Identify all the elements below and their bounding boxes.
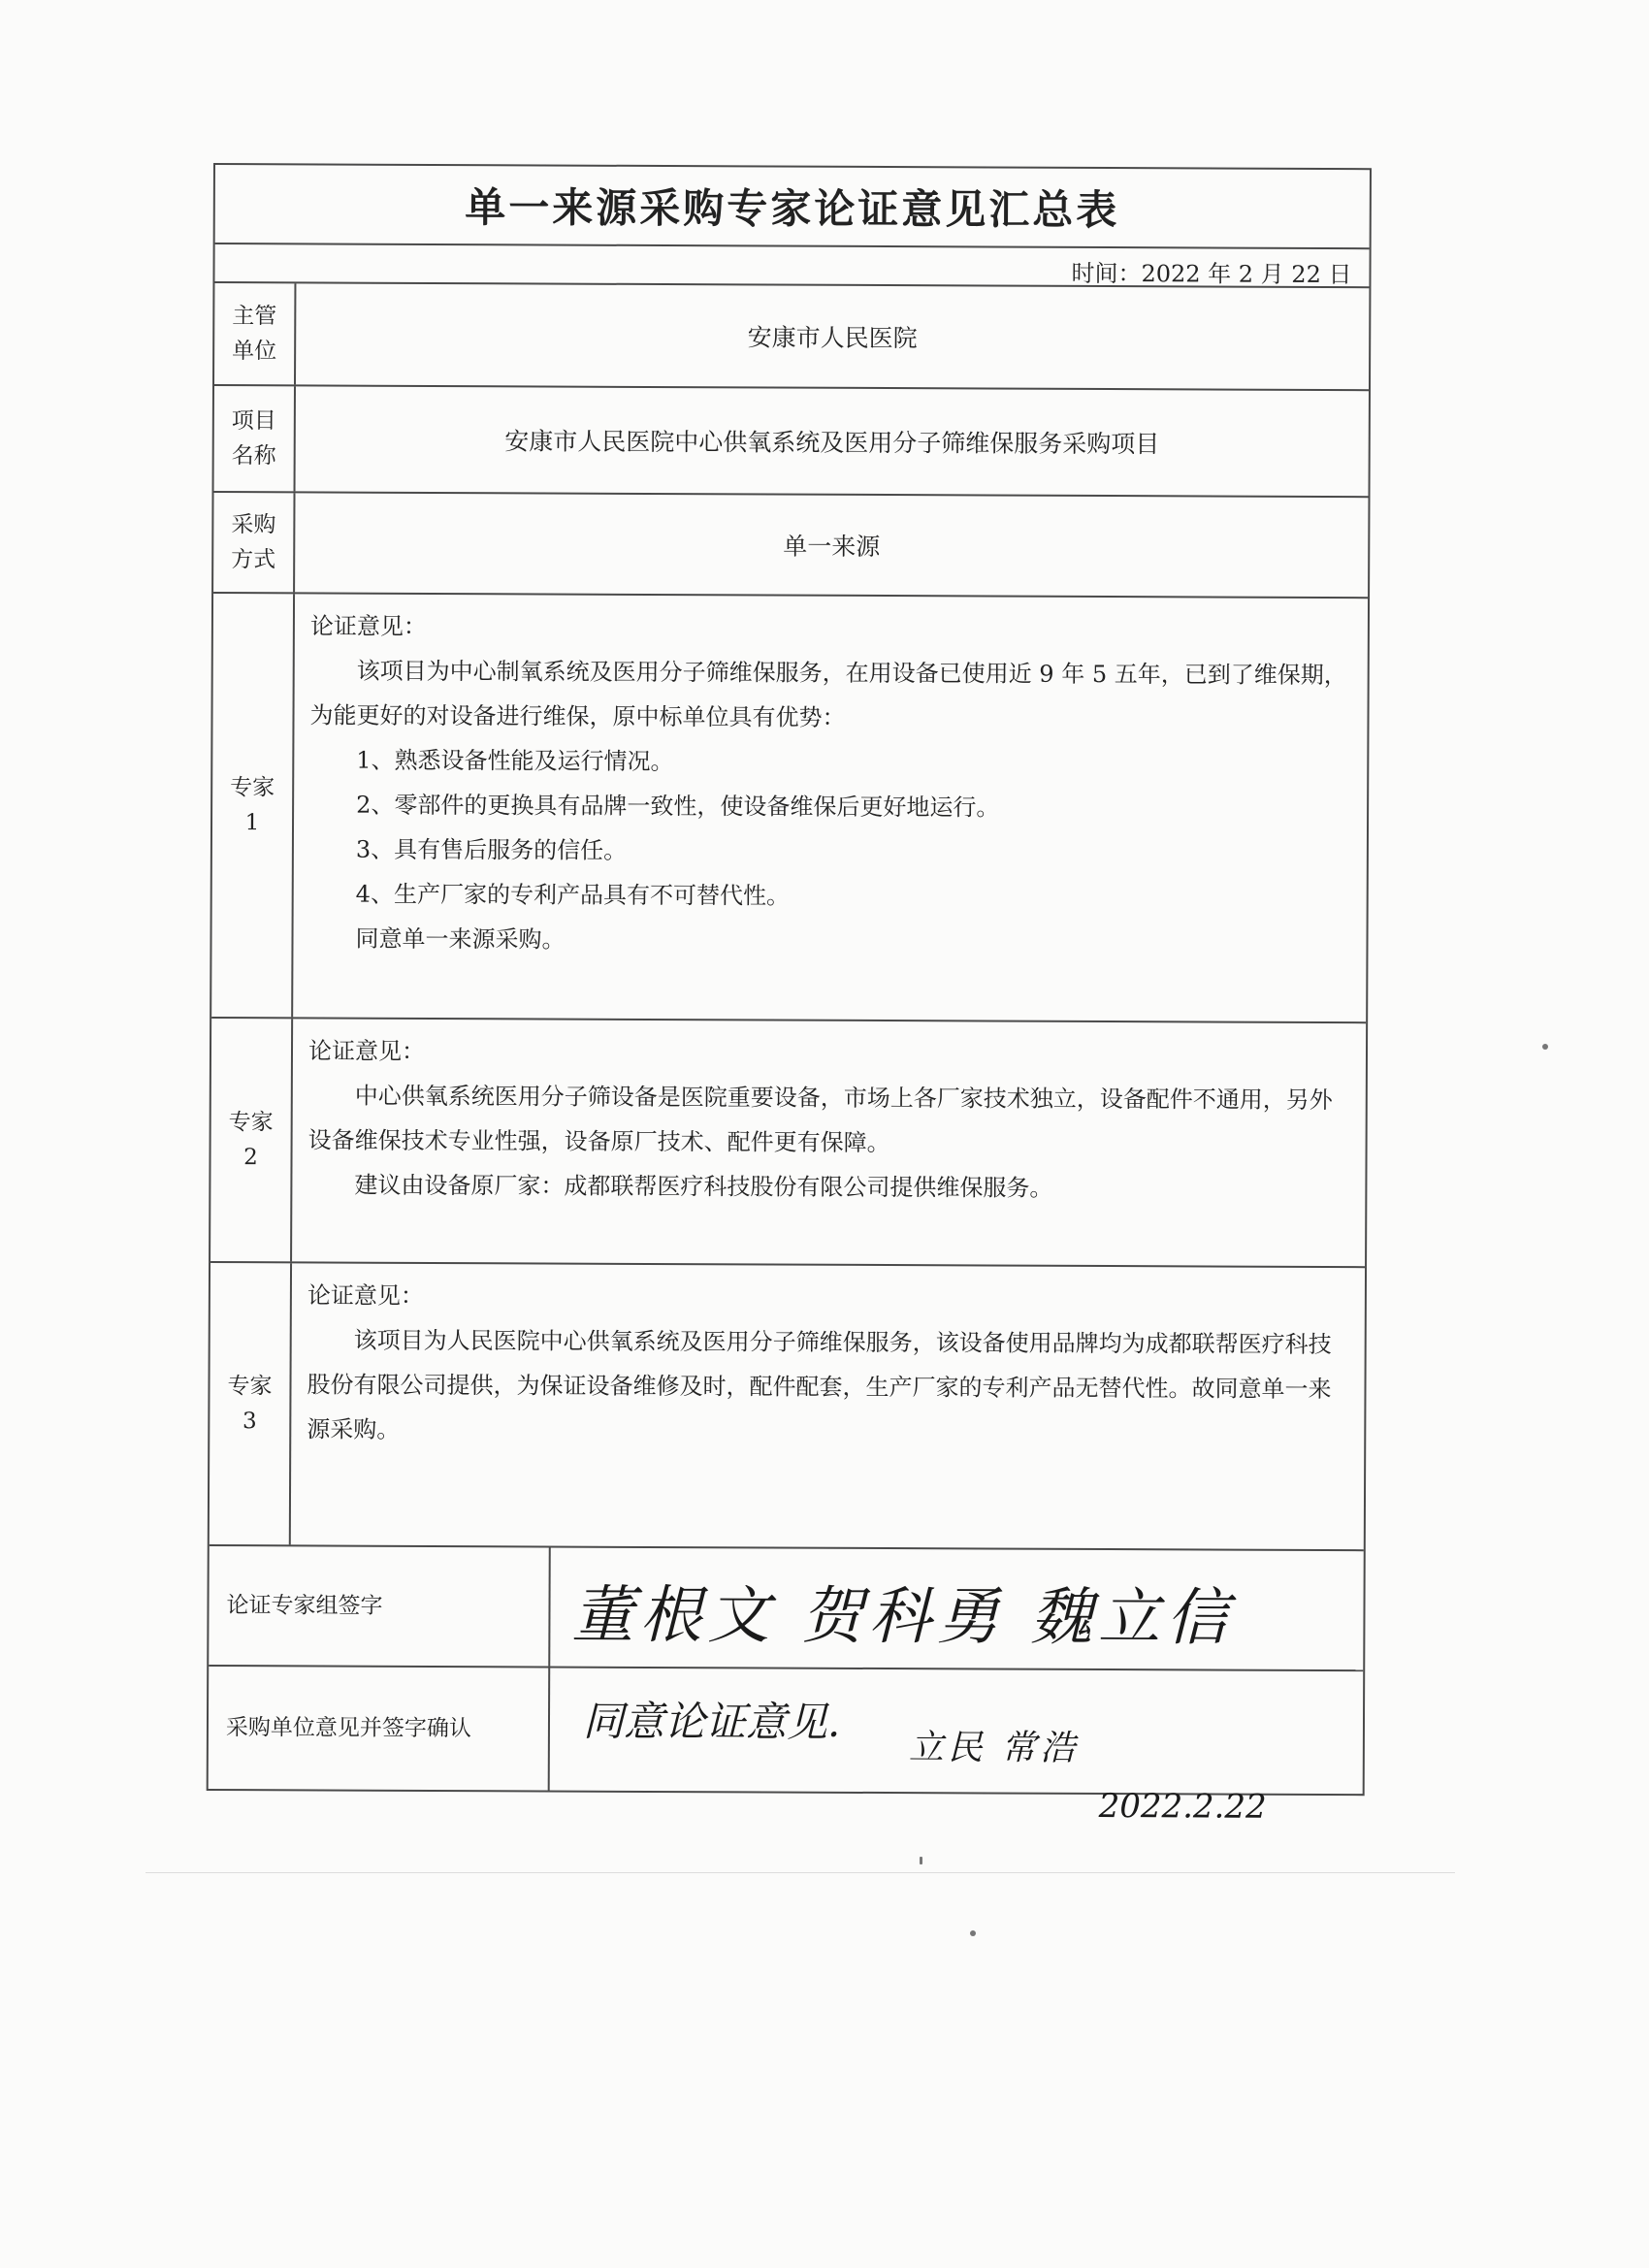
unit-label-line1: 主管 <box>232 304 277 330</box>
purchaser-label: 采购单位意见并签字确认 <box>225 1715 472 1742</box>
expert-1-item: 3、具有售后服务的信任。 <box>355 835 628 864</box>
purchaser-signatures: 立民 常浩 <box>908 1728 1080 1768</box>
expert-1-heading: 论证意见： <box>309 612 427 640</box>
date-row <box>214 244 1369 288</box>
method-label-line1: 采购 <box>231 512 276 538</box>
expert-1-item: 4、生产厂家的专利产品具有不可替代性。 <box>355 880 791 910</box>
scan-line <box>146 1872 1455 1873</box>
title-row <box>215 165 1370 249</box>
expert-signature-label: 论证专家组签字 <box>226 1593 383 1619</box>
expert-2-row <box>210 1019 1366 1268</box>
expert-1-label <box>211 594 295 1017</box>
method-value: 单一来源 <box>783 532 881 562</box>
purchaser-label-cell <box>209 1667 551 1791</box>
expert-3-heading: 论证意见： <box>307 1281 424 1310</box>
expert-1-opinion <box>293 594 1368 1021</box>
expert-1-item: 1、熟悉设备性能及运行情况。 <box>356 746 674 776</box>
expert-signature-area <box>550 1548 1364 1670</box>
expert-signatures: 董根文 贺科勇 魏立信 <box>571 1579 1235 1655</box>
purchaser-date: 2022.2.22 <box>1098 1786 1267 1827</box>
scan-speck <box>970 1930 976 1936</box>
expert-2-closing: 建议由设备原厂家：成都联帮医疗科技股份有限公司提供维保服务。 <box>354 1171 1053 1202</box>
expert-2-label-line1: 专家 <box>228 1110 274 1136</box>
project-label-line1: 项目 <box>231 408 276 435</box>
expert-signature-label-cell <box>209 1546 551 1667</box>
expert-1-paragraph: 该项目为中心制氧系统及医用分子筛维保服务，在用设备已使用近 9 年 5 五年，已到了维保期，为能更好的对设备进行维保，原中标单位具有优势： <box>309 657 1347 731</box>
expert-1-row <box>211 594 1368 1023</box>
project-label-line2: 名称 <box>231 443 276 470</box>
unit-row <box>214 283 1369 391</box>
expert-2-opinion <box>292 1019 1366 1266</box>
expert-3-label <box>210 1263 292 1544</box>
expert-2-paragraph: 中心供氧系统医用分子筛设备是医院重要设备，市场上各厂家技术独立，设备配件不通用，另外设备维保技术专业性强，设备原厂技术、配件更有保障。 <box>307 1082 1333 1157</box>
date-text: 时间：2022 年 2 月 22 日 <box>1071 259 1352 289</box>
unit-label <box>214 283 296 384</box>
method-label <box>213 493 295 592</box>
purchaser-opinion: 同意论证意见. <box>582 1697 841 1746</box>
method-row <box>213 493 1368 599</box>
project-row <box>214 386 1369 498</box>
expert-1-item: 2、零部件的更换具有品牌一致性，使设备维保后更好地运行。 <box>356 791 1000 822</box>
expert-3-paragraph: 该项目为人民医院中心供氧系统及医用分子筛维保服务，该设备使用品牌均为成都联帮医疗科技股份有限公司提供，为保证设备维修及时，配件配套，生产厂家的专利产品无替代性。故同意单一来源采购。 <box>307 1326 1332 1443</box>
expert-2-label <box>210 1019 293 1261</box>
method-label-line2: 方式 <box>231 547 276 573</box>
expert-1-label-line1: 专家 <box>230 775 275 801</box>
expert-3-label-line1: 专家 <box>227 1374 273 1400</box>
purchaser-signature-area <box>550 1669 1364 1795</box>
scan-speck <box>920 1857 922 1864</box>
scan-speck <box>1542 1044 1548 1050</box>
project-value: 安康市人民医院中心供氧系统及医用分子筛维保服务采购项目 <box>504 427 1160 459</box>
expert-2-heading: 论证意见： <box>307 1037 426 1065</box>
expert-2-label-line2: 2 <box>243 1145 258 1171</box>
unit-value: 安康市人民医院 <box>747 323 918 353</box>
unit-label-line2: 单位 <box>232 339 277 365</box>
page-title: 单一来源采购专家论证意见汇总表 <box>465 183 1120 235</box>
expert-signature-row <box>209 1546 1364 1671</box>
summary-table <box>207 163 1372 1827</box>
expert-1-label-line2: 1 <box>244 810 260 836</box>
expert-3-label-line2: 3 <box>242 1409 257 1435</box>
expert-3-row <box>210 1263 1365 1551</box>
project-label <box>214 386 296 491</box>
purchaser-row <box>209 1667 1364 1794</box>
expert-1-closing: 同意单一来源采购。 <box>355 924 566 954</box>
expert-3-opinion <box>291 1263 1365 1549</box>
